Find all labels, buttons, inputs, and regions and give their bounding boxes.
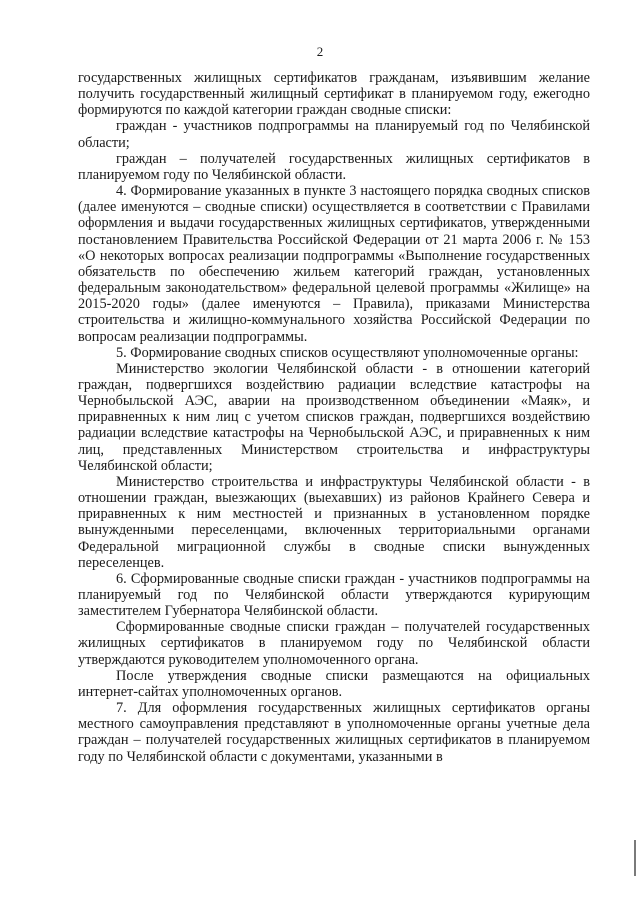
paragraph-ministry-construction: Министерство строительства и инфраструктуры Челябинской области - в отношении граждан, выезжающих (выехавших) из районов Крайнего Севера и приравненных к ним местностей и признанных в установленном порядке вынужденными переселенцами, включенных территориальными органами Федеральной миграционной службы в сводные списки вынужденных переселенцев. [78,473,590,571]
paragraph-ministry-ecology: Министерство экологии Челябинской области - в отношении категорий граждан, подвергшихся воздействию радиации вследствие катастрофы на Чернобыльской АЭС, аварии на производственном объединении «Маяк», и приравненных к ним лиц с учетом списков граждан, подвергшихся воздействию радиации вследствие катастрофы на Чернобыльской АЭС, и приравненных к ним лиц, представленных Министерством строительства и инфраструктуры Челябинской области; [78,360,590,474]
paragraph-publication: После утверждения сводные списки размещаются на официальных интернет-сайтах уполномоченных органов. [78,667,590,700]
paragraph-list-participants: граждан - участников подпрограммы на планируемый год по Челябинской области; [78,118,590,151]
page-number: 2 [316,44,324,59]
paragraph-list-recipients: граждан – получателей государственных жилищных сертификатов в планируемом году по Челябинской области. [78,150,590,183]
paragraph-item-6: 6. Сформированные сводные списки граждан - участников подпрограммы на планируемый год по Челябинской области утверждаются курирующим заместителем Губернатора Челябинской области. [78,570,590,620]
paragraph-item-7: 7. Для оформления государственных жилищных сертификатов органы местного самоуправления представляют в уполномоченные органы учетные дела граждан – получателей государственных жилищных сертификатов в планируемом году по Челябинской области с документами, указанными в [78,700,590,765]
paragraph-approval-recipients: Сформированные сводные списки граждан – получателей государственных жилищных сертификатов в планируемом году по Челябинской области утверждаются руководителем уполномоченного органа. [78,619,590,668]
scan-edge-mark [634,840,636,876]
paragraph-item-5: 5. Формирование сводных списков осуществляют уполномоченные органы: [116,344,579,361]
document-body [78,70,590,765]
paragraph-item-4: 4. Формирование указанных в пункте 3 настоящего порядка сводных списков (далее именуются – сводные списки) осуществляется в соответствии с Правилами оформления и выдачи государственных жилищных сертификатов, утвержденными постановлением Правительства Российской Федерации от 21 марта 2006 г. № 153 «О некоторых вопросах реализации подпрограммы «Выполнение государственных обязательств по обеспечению жильем категорий граждан, установленных федеральным законодательством» федеральной целевой программы «Жилище» на 2015-2020 годы» (далее именуются – Правила), приказами Министерства строительства и жилищно-коммунального хозяйства Российской Федерации по вопросам реализации подпрограммы. [78,183,590,345]
paragraph-intro-continuation: государственных жилищных сертификатов гражданам, изъявившим желание получить государственный жилищный сертификат в планируемом году, ежегодно формируются по каждой категории граждан сводные списки: [78,70,590,119]
